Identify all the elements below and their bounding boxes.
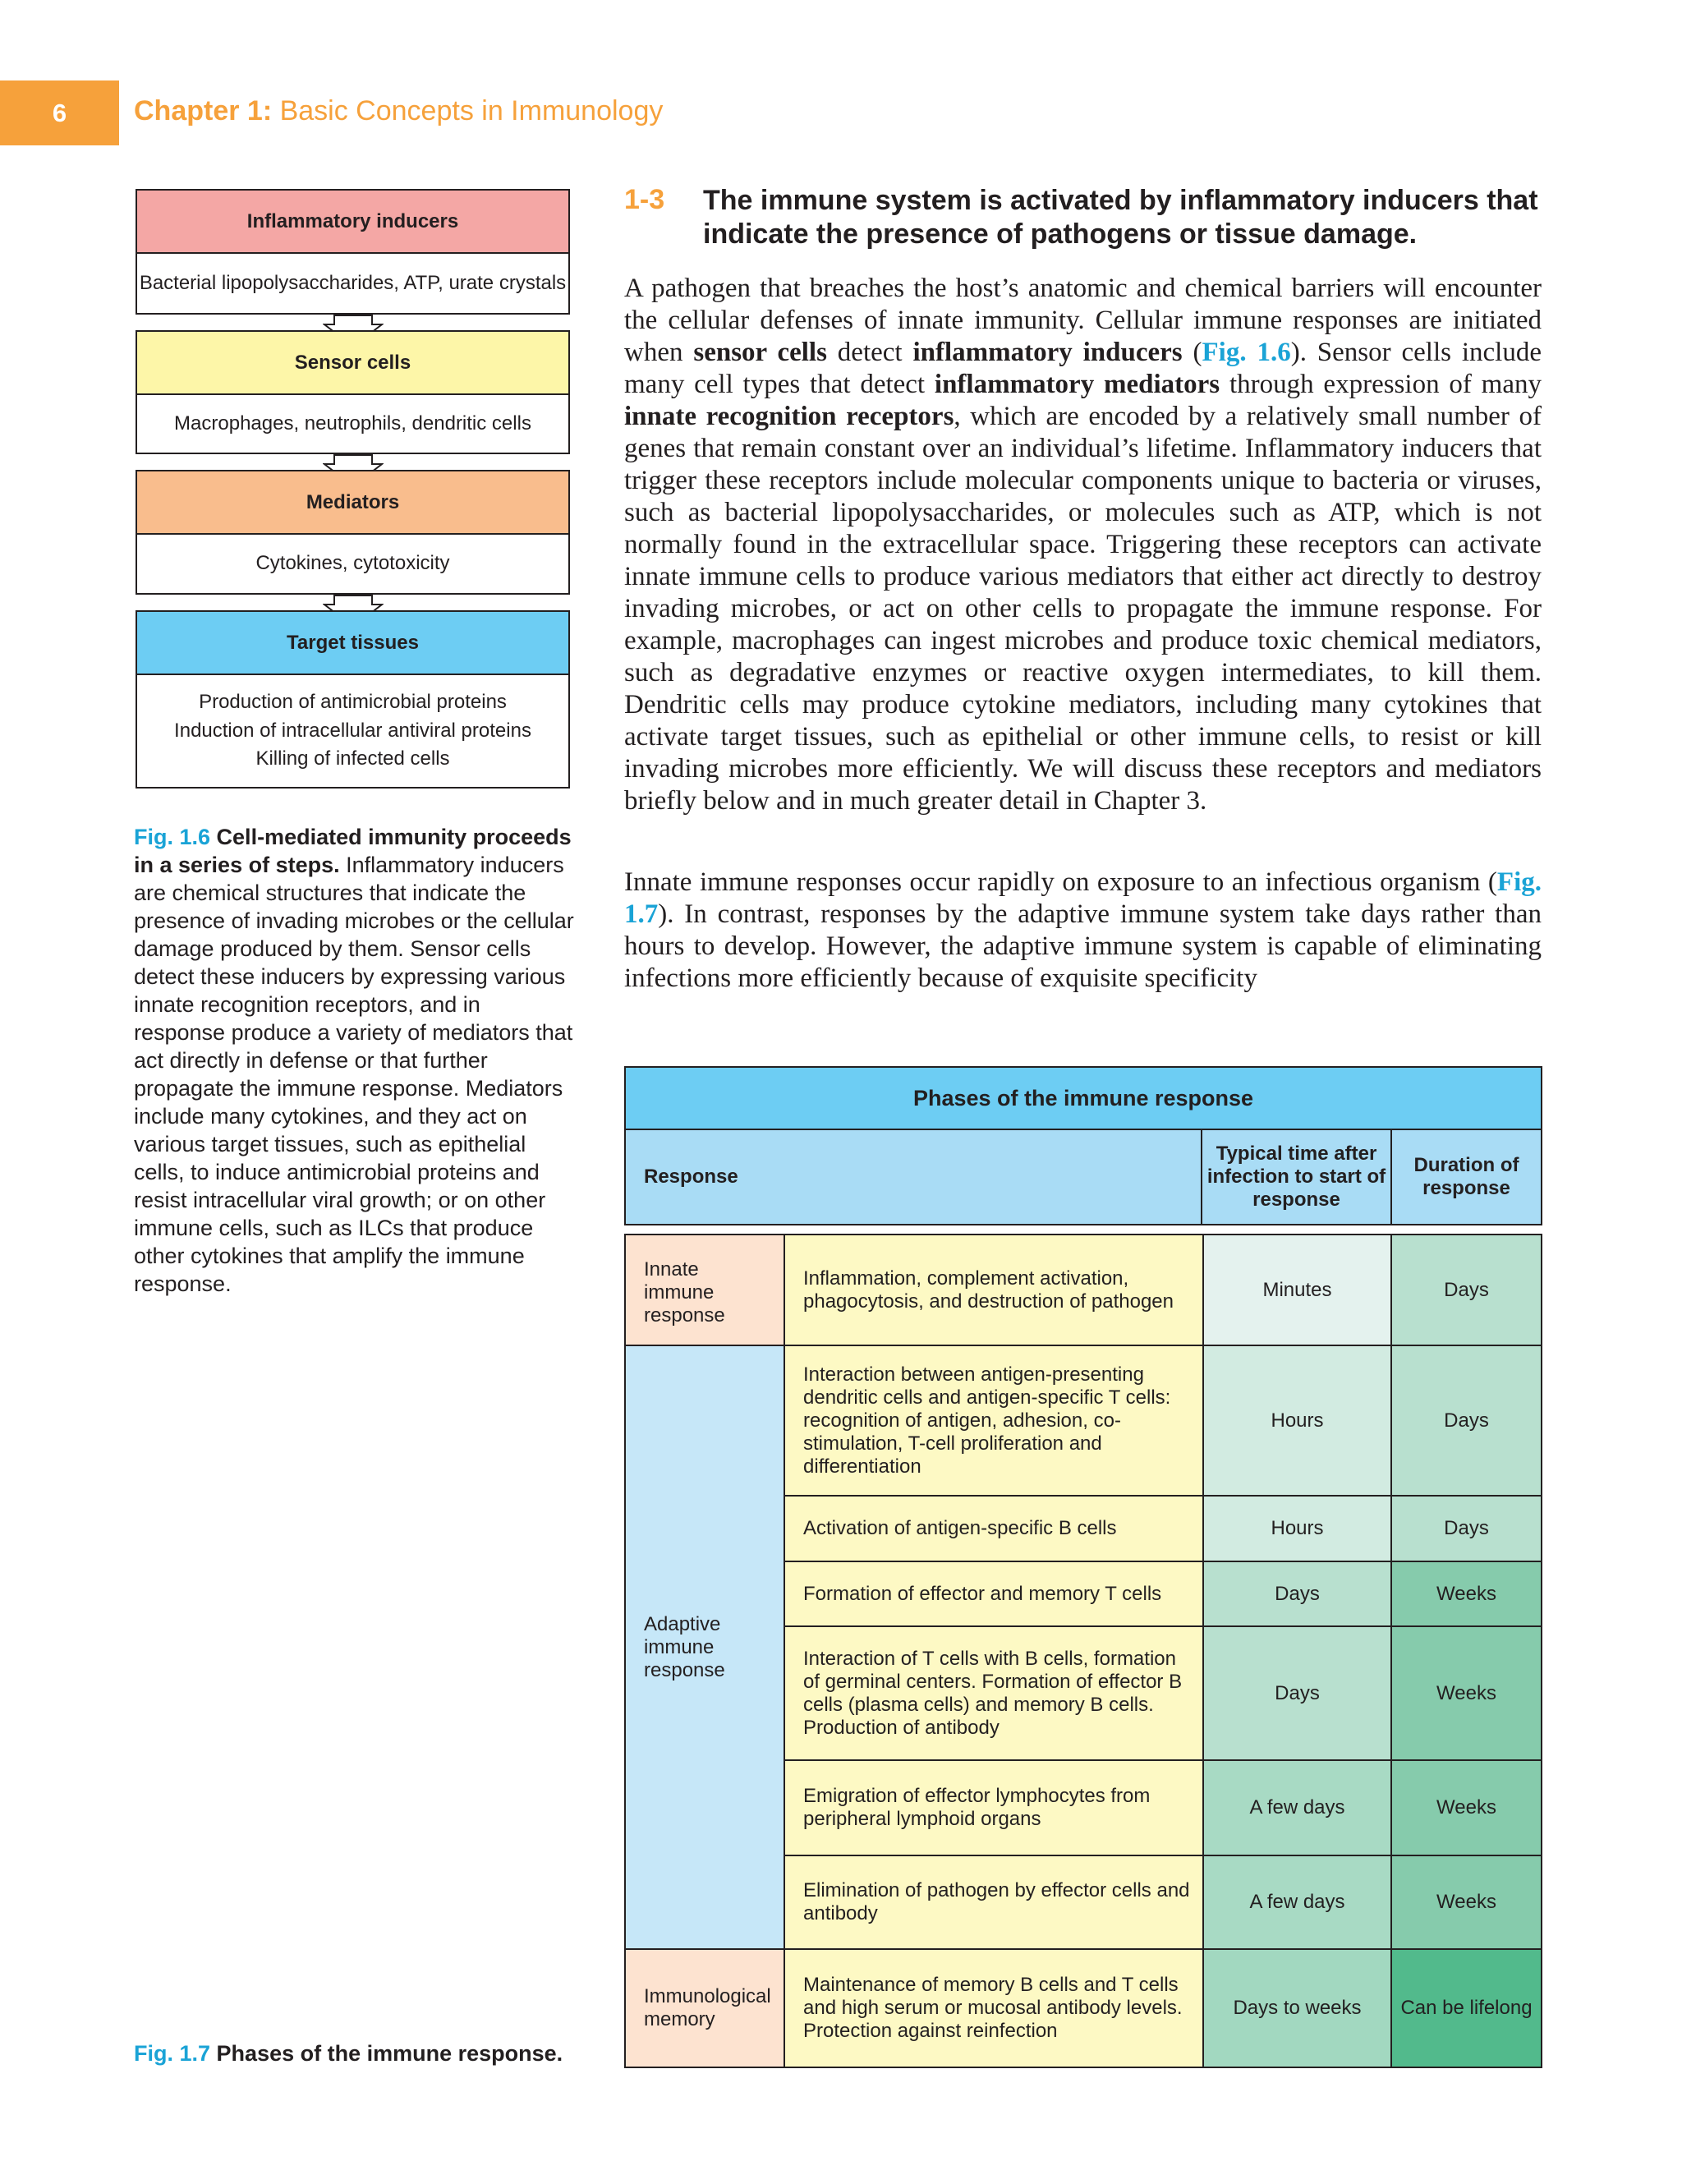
text-run: A pathogen that breaches the host’s anatomic and chemical barriers will encounter the cellular defenses of innate immunity. Cellular immune responses are initiated when [624, 274, 1542, 367]
flow-box-mediators [136, 470, 570, 595]
text-run: ( [1182, 338, 1202, 367]
flow-box-title: Mediators [137, 471, 568, 535]
table-row-description [784, 1948, 1204, 2068]
figure-caption-title: Cell-mediated immunity proceeds in a series of steps. [134, 825, 572, 877]
table-row-description-text: Interaction of T cells with B cells, formation of germinal centers. Formation of effector B cells (plasma cells) and memory B cells. Production of antibody [803, 1647, 1183, 1739]
table-row-time-text: Minutes [1262, 1278, 1332, 1301]
table-row-duration [1390, 1561, 1542, 1627]
table-row-description-text: Emigration of effector lymphocytes from peripheral lymphoid organs [803, 1785, 1151, 1830]
header-duration-text: Duration of response [1413, 1154, 1519, 1199]
table-row-description [784, 1855, 1204, 1950]
figure-label: Fig. 1.7 [134, 2041, 211, 2066]
flow-box-body: Bacterial lipopolysaccharides, ATP, urate crystals [137, 254, 568, 313]
table-row-time-text: Days [1275, 1582, 1320, 1605]
table-row-duration [1390, 1345, 1542, 1497]
figure-caption-1-7 [134, 2041, 563, 2067]
phases-table [624, 1066, 1542, 2068]
flow-box-body: Cytokines, cytotoxicity [137, 535, 568, 593]
table-row-description-text: Activation of antigen-specific B cells [803, 1517, 1117, 1539]
table-row-time [1202, 1625, 1392, 1761]
header-typical-time [1201, 1129, 1392, 1225]
bold-term: inflammatory inducers [912, 338, 1183, 367]
table-row-time [1202, 1495, 1392, 1562]
table-title [624, 1066, 1542, 1130]
table-row-duration-text: Days [1444, 1409, 1489, 1432]
table-row-description [784, 1561, 1204, 1627]
body-paragraph-2 [624, 867, 1542, 995]
table-row-description-text: Interaction between antigen-presenting dendritic cells and antigen-specific T cells: recognition of antigen, adhesion, co-stimulation, T-cell proliferation and differentiation [803, 1363, 1171, 1478]
table-row-description-text: Inflammation, complement activation, phagocytosis, and destruction of pathogen [803, 1267, 1174, 1313]
table-row-duration [1390, 1759, 1542, 1856]
page-number: 6 [0, 80, 119, 145]
table-row-description-text: Maintenance of memory B cells and T cells and high serum or mucosal antibody levels. Protection against reinfection [803, 1974, 1183, 2042]
text-run: ). In contrast, responses by the adaptive immune system take days rather than hours to develop. However, the adaptive immune system is capable of eliminating infections more efficiently because of exquisite specificity [624, 899, 1542, 993]
table-row-duration-text: Weeks [1436, 1796, 1496, 1818]
table-row-time [1202, 1345, 1392, 1497]
table-row-time [1202, 1561, 1392, 1627]
figure-reference-link[interactable]: Fig. 1.7 [624, 867, 1542, 929]
table-row-time-text: Hours [1271, 1409, 1324, 1432]
table-row-time [1202, 1855, 1392, 1950]
chapter-heading [134, 95, 663, 127]
flow-box-sensor-cells [136, 330, 570, 454]
figure-caption-title: Phases of the immune response. [216, 2041, 563, 2066]
group-innate-text: Innate immune response [644, 1258, 725, 1326]
table-row-time [1202, 1234, 1392, 1346]
header-response [624, 1129, 1202, 1225]
table-row-description [784, 1495, 1204, 1562]
figure-label: Fig. 1.6 [134, 825, 211, 849]
group-memory-text: Immunological memory [644, 1985, 771, 2030]
chapter-label: Chapter 1: [134, 95, 273, 126]
text-run: through expression of many [1220, 370, 1542, 399]
flow-box-title: Sensor cells [137, 332, 568, 395]
section-title: The immune system is activated by inflammatory inducers that indicate the presence of pathogens or tissue damage. [703, 185, 1538, 250]
table-row-time-text: Days [1275, 1681, 1320, 1704]
table-row-duration-text: Weeks [1436, 1891, 1496, 1913]
text-run: ). Sensor cells include many cell types that detect [624, 338, 1542, 399]
bold-term: inflammatory mediators [934, 370, 1220, 399]
flow-box-target-tissues [136, 610, 570, 789]
group-innate [624, 1234, 785, 1346]
bold-term: innate recognition receptors [624, 402, 954, 431]
text-run: Innate immune responses occur rapidly on exposure to an infectious organism ( [624, 867, 1497, 897]
flow-body-line: Killing of infected cells [255, 747, 450, 770]
flow-box-body [137, 675, 568, 787]
table-row-description [784, 1345, 1204, 1497]
body-paragraph-1 [624, 273, 1542, 817]
section-number: 1-3 [624, 184, 665, 215]
table-row-duration-text: Weeks [1436, 1582, 1496, 1605]
group-adaptive [624, 1345, 785, 1950]
flow-box-inducers [136, 189, 570, 315]
table-row-time-text: Days to weeks [1233, 1997, 1362, 2019]
text-run: detect [826, 338, 913, 367]
table-title-text: Phases of the immune response [912, 1086, 1254, 1110]
text-run: , which are encoded by a relatively small number of genes that remain constant over an individual’s lifetime. Inflammatory inducers that trigger these receptors include molecular components unique to bacteria or viruses, such as bacterial lipopolysaccharides, or molecules such as ATP, which is not normally found in the extracellular space. Triggering these receptors can activate innate immune cells to produce various mediators that either act directly to destroy invading microbes, or act on other cells to propagate the immune response. For example, macrophages can ingest microbes and produce toxic chemical mediators, such as degradative enzymes or reactive oxygen intermediates, to kill them. Dendritic cells may produce cytokine mediators, including many cytokines that activate target tissues, such as epithelial or other immune cells, to resist or kill invading microbes more efficiently. We will discuss these receptors and mediators briefly below and in much greater detail in Chapter 3. [624, 402, 1542, 816]
flow-box-title: Inflammatory inducers [137, 191, 568, 254]
table-row-duration-text: Can be lifelong [1400, 1997, 1533, 2019]
flow-body-line: Induction of intracellular antiviral proteins [174, 719, 531, 742]
table-row-duration [1390, 1495, 1542, 1562]
table-row-time [1202, 1759, 1392, 1856]
table-row-description [784, 1759, 1204, 1856]
table-row-time-text: Hours [1271, 1517, 1324, 1539]
table-row-duration-text: Weeks [1436, 1681, 1496, 1704]
flow-box-title: Target tissues [137, 612, 568, 675]
table-row-time-text: A few days [1249, 1891, 1345, 1913]
figure-caption-text: Inflammatory inducers are chemical structures that indicate the presence of invading microbes or the cellular damage produced by them. Sensor cells detect these inducers by expressing various innate recognition receptors, and in response produce a variety of mediators that act directly in defense or that further propagate the immune response. Mediators include many cytokines, and they act on various target tissues, such as epithelial cells, to induce antimicrobial proteins and resist intracellular viral growth; or on other immune cells, such as ILCs that produce other cytokines that amplify the immune response. [134, 853, 574, 1296]
header-typical-time-text: Typical time after infection to start of response [1206, 1143, 1386, 1211]
table-row-time-text: A few days [1249, 1796, 1345, 1818]
table-row-duration-text: Days [1444, 1517, 1489, 1539]
table-row-description-text: Formation of effector and memory T cells [803, 1582, 1162, 1605]
table-row-time [1202, 1948, 1392, 2068]
table-row-duration [1390, 1855, 1542, 1950]
flow-body-line: Production of antimicrobial proteins [199, 690, 507, 713]
chapter-title: Basic Concepts in Immunology [279, 95, 664, 126]
flow-box-body: Macrophages, neutrophils, dendritic cells [137, 395, 568, 453]
bold-term: sensor cells [693, 338, 827, 367]
table-row-duration-text: Days [1444, 1278, 1489, 1301]
group-adaptive-text: Adaptive immune response [644, 1612, 725, 1681]
table-row-description [784, 1234, 1204, 1346]
table-row-duration [1390, 1948, 1542, 2068]
table-row-description-text: Elimination of pathogen by effector cells and antibody [803, 1879, 1190, 1924]
table-row-duration [1390, 1625, 1542, 1761]
figure-reference-link[interactable]: Fig. 1.6 [1202, 338, 1291, 367]
header-response-text: Response [644, 1166, 738, 1188]
table-row-duration [1390, 1234, 1542, 1346]
figure-caption-1-6 [134, 823, 577, 1298]
table-row-description [784, 1625, 1204, 1761]
group-memory [624, 1948, 785, 2068]
header-duration [1390, 1129, 1542, 1225]
